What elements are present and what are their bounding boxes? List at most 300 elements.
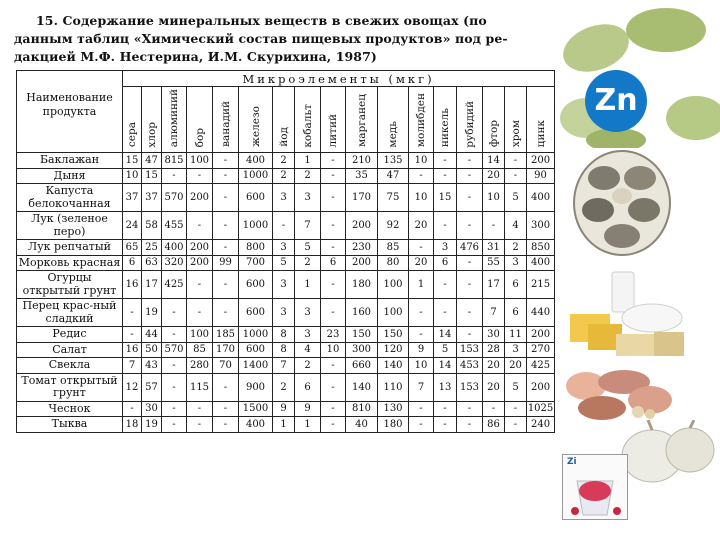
mineral-value: 10 [409,184,434,212]
mineral-value: 185 [213,327,239,343]
zinc-element-badge: Zn [585,70,647,132]
mineral-value: 150 [346,327,378,343]
mineral-value: 160 [346,299,378,327]
mineral-value: 31 [483,240,505,256]
mineral-value: 215 [527,271,555,299]
mineral-value: 600 [239,342,273,358]
mineral-value: - [321,373,346,401]
mineral-value: 9 [295,401,321,417]
product-name: Морковь красная [17,255,123,271]
mineral-value: 6 [434,255,457,271]
mineral-value: 140 [378,358,409,374]
mineral-value: 15 [434,184,457,212]
mineral-value: 44 [142,327,162,343]
microelements-header: Микроэлементы (мкг) [123,71,555,87]
meat-fish-image [562,362,674,424]
mineral-value: - [213,153,239,169]
supplement-package [562,454,628,520]
mineral-value: - [213,168,239,184]
mineral-value: 1 [273,417,295,433]
mineral-value: 20 [483,373,505,401]
mineral-value: - [483,401,505,417]
mineral-value: - [505,153,527,169]
mineral-value: - [457,153,483,169]
column-header-label: бор [193,127,206,148]
mineral-value: - [321,358,346,374]
mineral-value: 6 [123,255,142,271]
garlic-image [612,420,720,486]
column-header [239,87,273,153]
mineral-value: - [213,373,239,401]
mineral-value: 135 [378,153,409,169]
mineral-value: 600 [239,299,273,327]
mineral-value: - [123,299,142,327]
mineral-value: - [434,271,457,299]
column-header [213,87,239,153]
mineral-value: 3 [273,271,295,299]
mineral-value: 280 [187,358,213,374]
mineral-value: 15 [123,153,142,169]
mineral-value: 900 [239,373,273,401]
mineral-value: - [123,327,142,343]
column-header [162,87,187,153]
mineral-value: 200 [187,255,213,271]
table-row [17,184,555,212]
mineral-value: 23 [321,327,346,343]
mineral-value: 13 [434,373,457,401]
mineral-value: 35 [346,168,378,184]
table-body [17,153,555,433]
column-header-label: хлор [145,121,158,148]
mineral-value: 4 [295,342,321,358]
mineral-value: - [457,212,483,240]
table-row [17,153,555,169]
mineral-value: - [505,168,527,184]
mineral-value: - [457,271,483,299]
mineral-value: 170 [213,342,239,358]
mineral-value: - [187,271,213,299]
column-header [321,87,346,153]
mineral-value: 100 [187,153,213,169]
document-title [14,12,562,66]
mineral-value: 240 [527,417,555,433]
mineral-value: 2 [273,373,295,401]
mineral-value: 1000 [239,327,273,343]
mineral-value: 25 [142,240,162,256]
mineral-value: 14 [483,153,505,169]
mineral-value: 7 [123,358,142,374]
column-header [295,87,321,153]
mineral-value: 14 [434,358,457,374]
product-name: Салат [17,342,123,358]
mineral-value: - [321,417,346,433]
mineral-value: 3 [273,240,295,256]
column-header-label: рубидий [463,100,476,148]
mineral-value: 200 [346,255,378,271]
product-name: Перец крас-ный сладкий [17,299,123,327]
mineral-value: 476 [457,240,483,256]
mineral-value: 320 [162,255,187,271]
mineral-value: - [457,327,483,343]
product-name: Лук репчатый [17,240,123,256]
mineral-value: 6 [505,271,527,299]
mineral-value: 815 [162,153,187,169]
mineral-value: 50 [142,342,162,358]
mineral-value: - [321,240,346,256]
mineral-value: 16 [123,271,142,299]
mineral-value: 1500 [239,401,273,417]
header-row-top [17,71,555,87]
mineral-value: 3 [505,342,527,358]
mineral-value: 600 [239,184,273,212]
mineral-value: 5 [434,342,457,358]
mineral-value: 75 [378,184,409,212]
column-header-label: железо [249,106,262,148]
mineral-value: 570 [162,184,187,212]
mineral-value: 20 [505,358,527,374]
mineral-value: 300 [346,342,378,358]
column-header [409,87,434,153]
mineral-value: 30 [483,327,505,343]
column-header-label: никель [439,108,451,148]
mineral-value: 28 [483,342,505,358]
mineral-value: 58 [142,212,162,240]
mineral-value: 65 [123,240,142,256]
column-header [527,87,555,153]
mineral-value: 3 [273,299,295,327]
column-header [123,87,142,153]
mineral-value: - [457,401,483,417]
mineral-value: 400 [239,153,273,169]
mineral-value: 600 [239,271,273,299]
mineral-value: - [187,299,213,327]
mineral-value: 80 [378,255,409,271]
mineral-value: - [409,299,434,327]
column-header [346,87,378,153]
mineral-value: 16 [123,342,142,358]
mineral-value: 810 [346,401,378,417]
mineral-value: 2 [273,153,295,169]
mineral-value: 10 [321,342,346,358]
product-name: Редис [17,327,123,343]
mineral-value: 850 [527,240,555,256]
mineral-value: 115 [187,373,213,401]
column-header [434,87,457,153]
mineral-value: - [409,168,434,184]
mineral-value: - [409,417,434,433]
table-row [17,168,555,184]
mineral-value: 30 [142,401,162,417]
column-header [142,87,162,153]
mineral-value: 86 [483,417,505,433]
mineral-value: 85 [378,240,409,256]
table-row [17,373,555,401]
mineral-value: 10 [123,168,142,184]
mineral-value: - [162,417,187,433]
column-header-label: хром [509,120,522,148]
mineral-value: 440 [527,299,555,327]
mineral-value: 700 [239,255,273,271]
mineral-value: - [162,327,187,343]
mineral-value: 660 [346,358,378,374]
mineral-value: - [187,417,213,433]
mineral-value: 40 [346,417,378,433]
mineral-value: 1000 [239,212,273,240]
mineral-value: 200 [527,373,555,401]
mineral-value: 8 [273,342,295,358]
mineral-value: 19 [142,299,162,327]
mineral-value: 7 [483,299,505,327]
mineral-value: - [434,153,457,169]
column-header [505,87,527,153]
mineral-value: 18 [123,417,142,433]
mineral-value: - [273,212,295,240]
mineral-value: 9 [409,342,434,358]
mineral-value: 37 [142,184,162,212]
column-header-label: молибден [415,93,427,148]
mineral-value: - [457,417,483,433]
mineral-value: 47 [378,168,409,184]
product-name: Тыква [17,417,123,433]
mineral-value: - [457,255,483,271]
mineral-value: 47 [142,153,162,169]
mineral-value: 57 [142,373,162,401]
mineral-value: 120 [378,342,409,358]
mineral-value: 2 [295,168,321,184]
column-header-label: алюминий [168,89,180,148]
mineral-value: 1025 [527,401,555,417]
mineral-value: 24 [123,212,142,240]
mineral-value: 10 [409,153,434,169]
mineral-value: - [187,212,213,240]
mineral-value: - [321,401,346,417]
mineral-value: 180 [346,271,378,299]
column-header [273,87,295,153]
mineral-value: 55 [483,255,505,271]
mineral-value: - [457,184,483,212]
mineral-value: 5 [505,184,527,212]
mineral-value: - [505,401,527,417]
column-header [457,87,483,153]
oysters-image [572,148,672,258]
mineral-value: 90 [527,168,555,184]
column-header [378,87,409,153]
mineral-value: 230 [346,240,378,256]
mineral-value: 20 [483,168,505,184]
mineral-value: 4 [505,212,527,240]
mineral-value: 210 [346,153,378,169]
mineral-value: - [162,373,187,401]
mineral-value: 170 [346,184,378,212]
mineral-value: 153 [457,342,483,358]
mineral-value: 3 [295,184,321,212]
column-header-label: ванадий [219,101,232,148]
mineral-value: - [213,212,239,240]
column-header [187,87,213,153]
mineral-value: - [213,299,239,327]
mineral-value: 130 [378,401,409,417]
mineral-value: - [321,299,346,327]
mineral-value: 153 [457,373,483,401]
mineral-value: 270 [527,342,555,358]
table-row [17,255,555,271]
mineral-value: - [409,401,434,417]
mineral-value: - [434,299,457,327]
mineral-value: 6 [295,373,321,401]
mineral-value: - [321,271,346,299]
mineral-value: 1000 [239,168,273,184]
mineral-value: - [213,417,239,433]
mineral-value: - [434,401,457,417]
mineral-value: 17 [142,271,162,299]
mineral-value: 400 [162,240,187,256]
mineral-value: - [457,299,483,327]
mineral-value: 7 [409,373,434,401]
mineral-value: 150 [378,327,409,343]
product-name: Томат открытый грунт [17,373,123,401]
mineral-value: 3 [295,327,321,343]
mineral-value: 7 [295,212,321,240]
mineral-value: 6 [321,255,346,271]
product-name: Баклажан [17,153,123,169]
column-header-label: медь [387,120,399,148]
product-name: Огурцы открытый грунт [17,271,123,299]
mineral-value: 200 [346,212,378,240]
product-name: Свекла [17,358,123,374]
package-label: Zi [567,457,577,467]
mineral-value: 99 [213,255,239,271]
mineral-value: 3 [505,255,527,271]
table-row [17,417,555,433]
table-row [17,358,555,374]
mineral-value: 300 [527,212,555,240]
title-line-3: дакцией М.Ф. Нестерина, И.М. Скурихина, 1987) [14,49,377,64]
mineral-value: 200 [187,184,213,212]
mineral-value: 3 [295,299,321,327]
mineral-value: 10 [483,184,505,212]
mineral-value: 2 [505,240,527,256]
mineral-value: 100 [378,299,409,327]
mineral-value: 20 [409,255,434,271]
mineral-value: - [213,271,239,299]
mineral-value: 70 [213,358,239,374]
title-line-2: данным таблиц «Химический состав пищевых продуктов» под ре- [14,31,508,46]
table-row [17,240,555,256]
mineral-value: 2 [273,168,295,184]
mineral-value: 9 [273,401,295,417]
mineral-value: 425 [527,358,555,374]
mineral-value: 110 [378,373,409,401]
table-row [17,401,555,417]
title-line-1: 15. Содержание минеральных веществ в свежих овощах (по [36,13,487,28]
mineral-value: 455 [162,212,187,240]
product-name-header: Наименование продукта [17,71,123,153]
mineral-value: - [434,417,457,433]
mineral-value: 14 [434,327,457,343]
mineral-value: - [123,401,142,417]
mineral-value: 3 [434,240,457,256]
mineral-value: 20 [409,212,434,240]
mineral-value: 200 [527,153,555,169]
table-row [17,342,555,358]
mineral-value: 19 [142,417,162,433]
mineral-value: 2 [295,255,321,271]
mineral-value: 800 [239,240,273,256]
mineral-value: 5 [295,240,321,256]
column-header [483,87,505,153]
mineral-value: 1 [409,271,434,299]
mineral-value: 1400 [239,358,273,374]
mineral-value: 100 [187,327,213,343]
mineral-value: - [409,327,434,343]
mineral-value: 1 [295,153,321,169]
mineral-value: 400 [527,255,555,271]
mineral-value: 6 [505,299,527,327]
mineral-value: 8 [273,327,295,343]
mineral-value: 11 [505,327,527,343]
mineral-value: - [213,240,239,256]
mineral-value: - [457,168,483,184]
mineral-value: - [213,184,239,212]
mineral-value: - [505,417,527,433]
mineral-value: 15 [142,168,162,184]
mineral-value: 1 [295,271,321,299]
mineral-value: 200 [187,240,213,256]
mineral-value: - [321,184,346,212]
column-header-label: фтор [487,120,500,148]
product-name: Дыня [17,168,123,184]
mineral-value: 400 [239,417,273,433]
mineral-value: - [321,153,346,169]
mineral-value: 570 [162,342,187,358]
mineral-value: 10 [409,358,434,374]
table-row [17,327,555,343]
column-header-label: кобальт [301,103,314,148]
mineral-value: - [162,358,187,374]
product-name: Чеснок [17,401,123,417]
mineral-value: - [434,168,457,184]
mineral-value: 85 [187,342,213,358]
mineral-value: 3 [273,184,295,212]
mineral-value: - [162,168,187,184]
mineral-value: 63 [142,255,162,271]
mineral-value: - [483,212,505,240]
minerals-table [16,70,555,433]
mineral-value: 100 [378,271,409,299]
mineral-value: 200 [527,327,555,343]
mineral-value: - [162,401,187,417]
table-row [17,299,555,327]
mineral-value: 453 [457,358,483,374]
column-header-label: сера [126,122,138,148]
mineral-value: - [213,401,239,417]
beans-image [556,8,720,148]
mineral-value: 43 [142,358,162,374]
mineral-value: 37 [123,184,142,212]
mineral-value: - [187,168,213,184]
table-row [17,212,555,240]
mineral-value: 425 [162,271,187,299]
mineral-value: 20 [483,358,505,374]
mineral-value: 17 [483,271,505,299]
column-header-label: йод [277,127,290,148]
column-header-label: цинк [534,119,547,148]
mineral-value: - [187,401,213,417]
mineral-value: 5 [505,373,527,401]
mineral-value: 400 [527,184,555,212]
product-name: Лук (зеленое перо) [17,212,123,240]
mineral-value: - [321,168,346,184]
